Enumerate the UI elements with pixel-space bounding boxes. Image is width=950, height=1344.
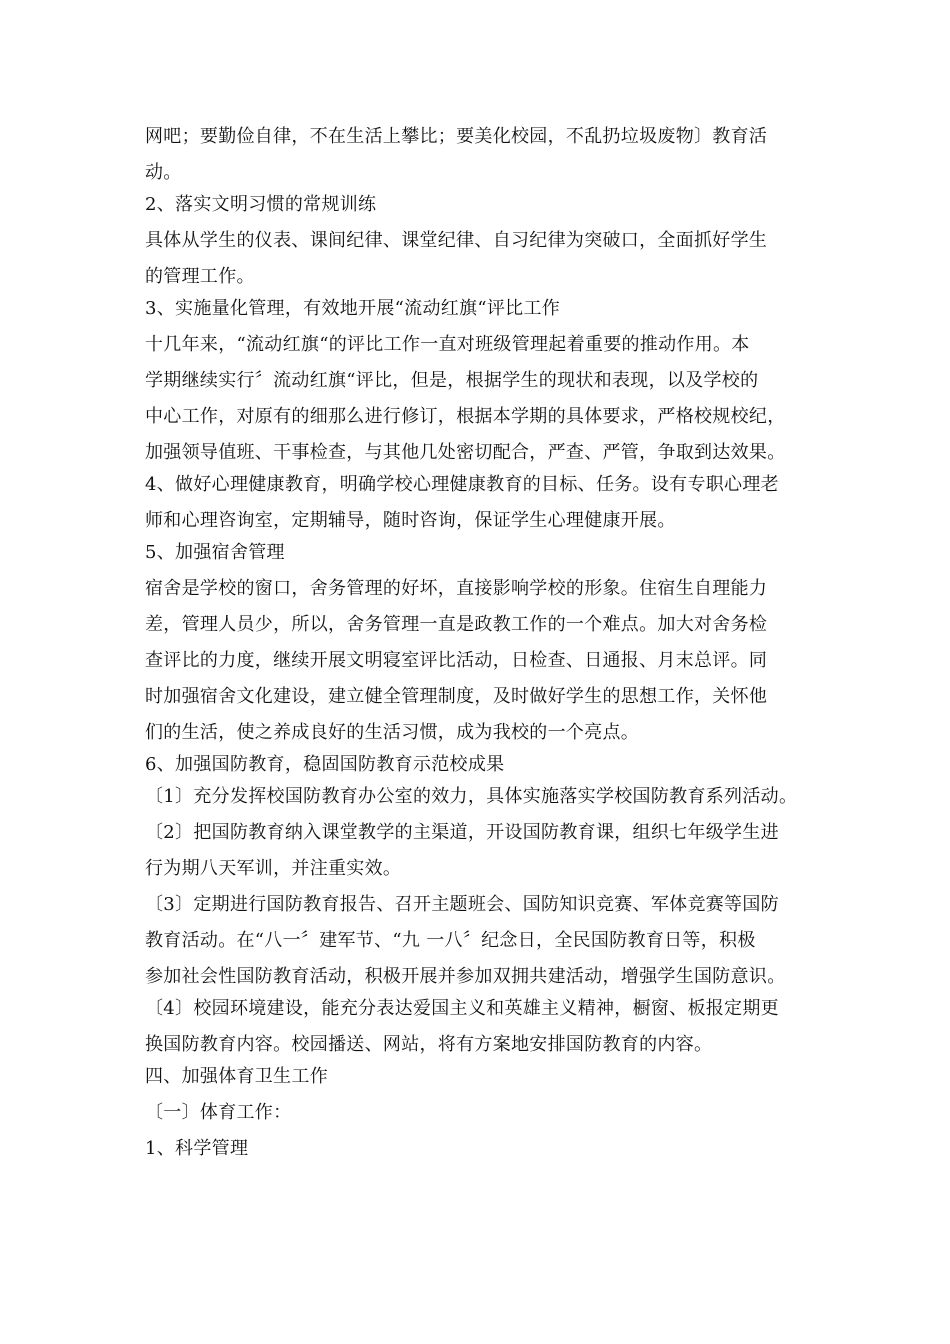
text-line: 十几年来，“流动红旗“的评比工作一直对班级管理起着重要的推动作用。本 — [145, 334, 750, 355]
text-line: 宿舍是学校的窗口，舍务管理的好坏，直接影响学校的形象。住宿生自理能力 — [145, 578, 768, 599]
text-line: 查评比的力度，继续开展文明寝室评比活动，日检查、日通报、月末总评。同 — [145, 650, 768, 671]
text-line: 的管理工作。 — [145, 266, 255, 287]
list-item: 〔4〕校园环境建设，能充分表达爱国主义和英雄主义精神，橱窗、板报定期更 — [145, 998, 779, 1019]
list-item: 〔3〕定期进行国防教育报告、召开主题班会、国防知识竞赛、军体竞赛等国防 — [145, 894, 779, 915]
section-heading: 6、加强国防教育，稳固国防教育示范校成果 — [145, 754, 505, 775]
text-line: 行为期八天军训，并注重实效。 — [145, 858, 402, 879]
document-body — [145, 122, 825, 1170]
text-line: 具体从学生的仪表、课间纪律、课堂纪律、自习纪律为突破口，全面抓好学生 — [145, 230, 768, 251]
subsection-heading: 〔一〕体育工作： — [145, 1102, 292, 1123]
text-line: 加强领导值班、干事检查，与其他几处密切配合，严查、严管，争取到达效果。 — [145, 442, 786, 463]
section-heading: 四、加强体育卫生工作 — [145, 1066, 328, 1087]
list-item: 〔2〕把国防教育纳入课堂教学的主渠道，开设国防教育课，组织七年级学生进 — [145, 822, 779, 843]
text-line: 4、做好心理健康教育，明确学校心理健康教育的目标、任务。设有专职心理老 — [145, 474, 779, 495]
text-line: 中心工作，对原有的细那么进行修订，根据本学期的具体要求，严格校规校纪， — [145, 406, 786, 427]
list-item: 〔1〕充分发挥校国防教育办公室的效力，具体实施落实学校国防教育系列活动。 — [145, 786, 798, 807]
section-heading: 3、实施量化管理，有效地开展“流动红旗“评比工作 — [145, 298, 561, 319]
text-line: 动。 — [145, 162, 182, 183]
section-heading: 5、加强宿舍管理 — [145, 542, 285, 563]
section-heading: 2、落实文明习惯的常规训练 — [145, 194, 377, 215]
text-line: 们的生活，使之养成良好的生活习惯，成为我校的一个亮点。 — [145, 722, 640, 743]
text-line: 换国防教育内容。校园播送、网站，将有方案地安排国防教育的内容。 — [145, 1034, 713, 1055]
text-line: 教育活动。在“八一〞建军节、“九 一八〞纪念日，全民国防教育日等，积极 — [145, 930, 756, 951]
section-heading: 1、科学管理 — [145, 1138, 249, 1159]
text-line: 网吧；要勤俭自律，不在生活上攀比；要美化校园，不乱扔垃圾废物〕教育活 — [145, 126, 768, 147]
text-line: 师和心理咨询室，定期辅导，随时咨询，保证学生心理健康开展。 — [145, 510, 676, 531]
text-line: 时加强宿舍文化建设，建立健全管理制度，及时做好学生的思想工作，关怀他 — [145, 686, 768, 707]
text-line: 参加社会性国防教育活动，积极开展并参加双拥共建活动，增强学生国防意识。 — [145, 966, 786, 987]
text-line: 差，管理人员少，所以，舍务管理一直是政教工作的一个难点。加大对舍务检 — [145, 614, 768, 635]
text-line: 学期继续实行〞流动红旗“评比，但是，根据学生的现状和表现，以及学校的 — [145, 370, 759, 391]
